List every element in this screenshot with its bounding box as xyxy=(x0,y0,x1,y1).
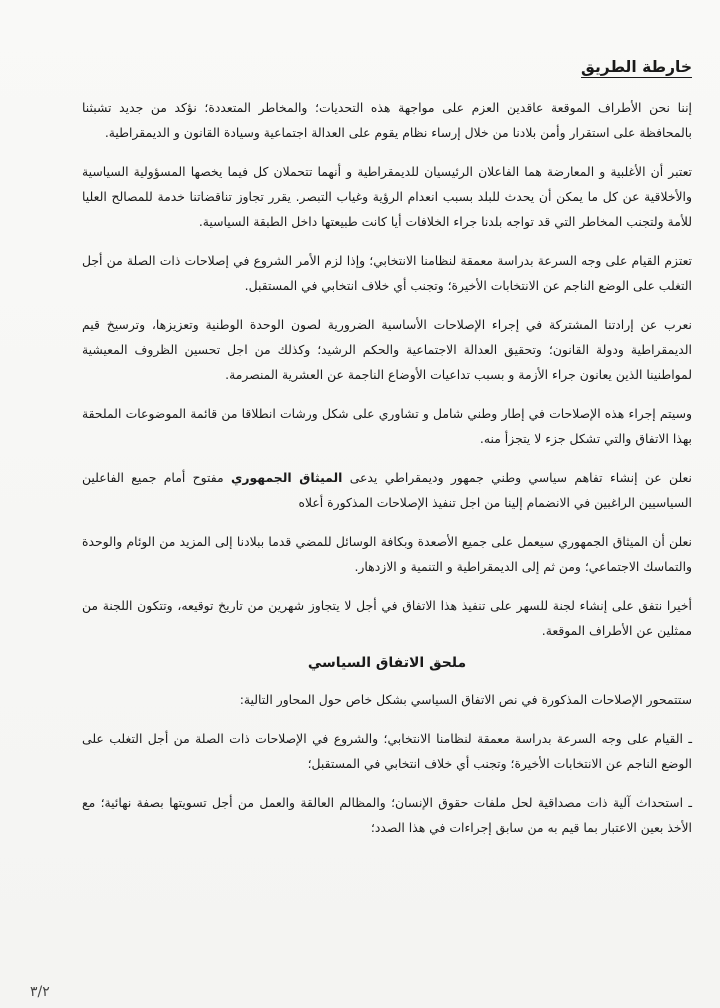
paragraph-6 xyxy=(82,465,692,515)
annex-paragraph-3: ـ استحداث آلية ذات مصداقية لحل ملفات حقوق الإنسان؛ والمظالم العالقة والعمل من أجل تسويتها بصفة نهائية؛ مع الأخذ بعين الاعتبار بما قيم به من سابق إجراءات في هذا الصدد؛ xyxy=(82,795,692,835)
paragraph-4: نعرب عن إرادتنا المشتركة في إجراء الإصلاحات الأساسية الضرورية لصون الوحدة الوطنية وتعزيزها، وترسيخ قيم الديمقراطية ودولة القانون؛ وتحقيق العدالة الاجتماعية والحكم الرشيد؛ وكذلك من اجل تحسين الظروف المعيشية لمواطنينا الذين يعانون جراء الأزمة و بسبب تداعيات الأوضاع الناجمة عن العشرية المنصرمة. xyxy=(82,317,692,382)
paragraph-3: تعتزم القيام على وجه السرعة بدراسة معمقة لنظامنا الانتخابي؛ وإذا لزم الأمر الشروع في إصلاحات ذات الصلة من أجل التغلب على الوضع الناجم عن الانتخابات الأخيرة؛ وتجنب أي خلاف انتخابي في المستقبل. xyxy=(82,253,692,293)
paragraph-6-end: مفتوح أمام جميع الفاعلين السياسيين الراغبين في الانضمام إلينا من اجل تنفيذ الإصلاحات المذكورة أعلاه xyxy=(82,470,692,510)
page-number: ٣/٢ xyxy=(30,984,50,1000)
annex-paragraph-1: ستتمحور الإصلاحات المذكورة في نص الاتفاق السياسي بشكل خاص حول المحاور التالية: xyxy=(239,692,692,707)
paragraph-8: أخيرا نتفق على إنشاء لجنة للسهر على تنفيذ هذا الاتفاق في أجل لا يتجاوز شهرين من تاريخ توقيعه، وتتكون اللجنة من ممثلين عن الأطراف الموقعة. xyxy=(82,598,692,638)
document-body xyxy=(82,58,692,854)
paragraph-5: وسيتم إجراء هذه الإصلاحات في إطار وطني شامل و تشاوري على شكل ورشات انطلاقا من قائمة الموضوعات الملحقة بهذا الاتفاق والتي تشكل جزء لا يتجزأ منه. xyxy=(82,406,692,446)
paragraph-2: تعتبر أن الأغلبية و المعارضة هما الفاعلان الرئيسيان للديمقراطية و أنهما تتحملان كل فيما يخصها المسؤولية السياسية والأخلاقية عن كل ما يمكن أن يحدث للبلد بسبب انعدام الرؤية وغياب التبصر. يقرر تجاوز تناقضاتنا خدمة للمصالح العليا للأمة ولتجنب المخاطر التي قد تواجه بلدنا جراء الخلافات أيا كانت طبيعتها داخل الطبقة السياسية. xyxy=(82,164,692,229)
annex-paragraph-2: ـ القيام على وجه السرعة بدراسة معمقة لنظامنا الانتخابي؛ والشروع في الإصلاحات ذات الصلة من أجل التغلب على الوضع الناجم عن الانتخابات الأخيرة؛ وتجنب أي خلاف انتخابي في المستقبل؛ xyxy=(82,731,692,771)
paragraph-6-start: نعلن عن إنشاء تفاهم سياسي وطني جمهور وديمقراطي يدعى xyxy=(342,470,692,485)
annex-title: ملحق الاتفاق السياسي xyxy=(307,655,467,671)
paragraph-1: إننا نحن الأطراف الموقعة عاقدين العزم على مواجهة هذه التحديات؛ والمخاطر المتعددة؛ نؤكد من جديد تشبثنا بالمحافظة على استقرار وأمن بلادنا من خلال إرساء نظام يقوم على العدالة اجتماعية وسيادة القانون و الديمقراطية. xyxy=(82,100,692,140)
paragraph-7: نعلن أن الميثاق الجمهوري سيعمل على جميع الأصعدة وبكافة الوسائل للمضي قدما ببلادنا إلى المزيد من الوئام والوحدة والتماسك الاجتماعي؛ ومن ثم إلى الديمقراطية و التنمية و الازدهار. xyxy=(82,534,692,574)
bold-phrase: الميثاق الجمهوري xyxy=(231,470,343,485)
document-title: خارطة الطريق xyxy=(581,58,692,76)
